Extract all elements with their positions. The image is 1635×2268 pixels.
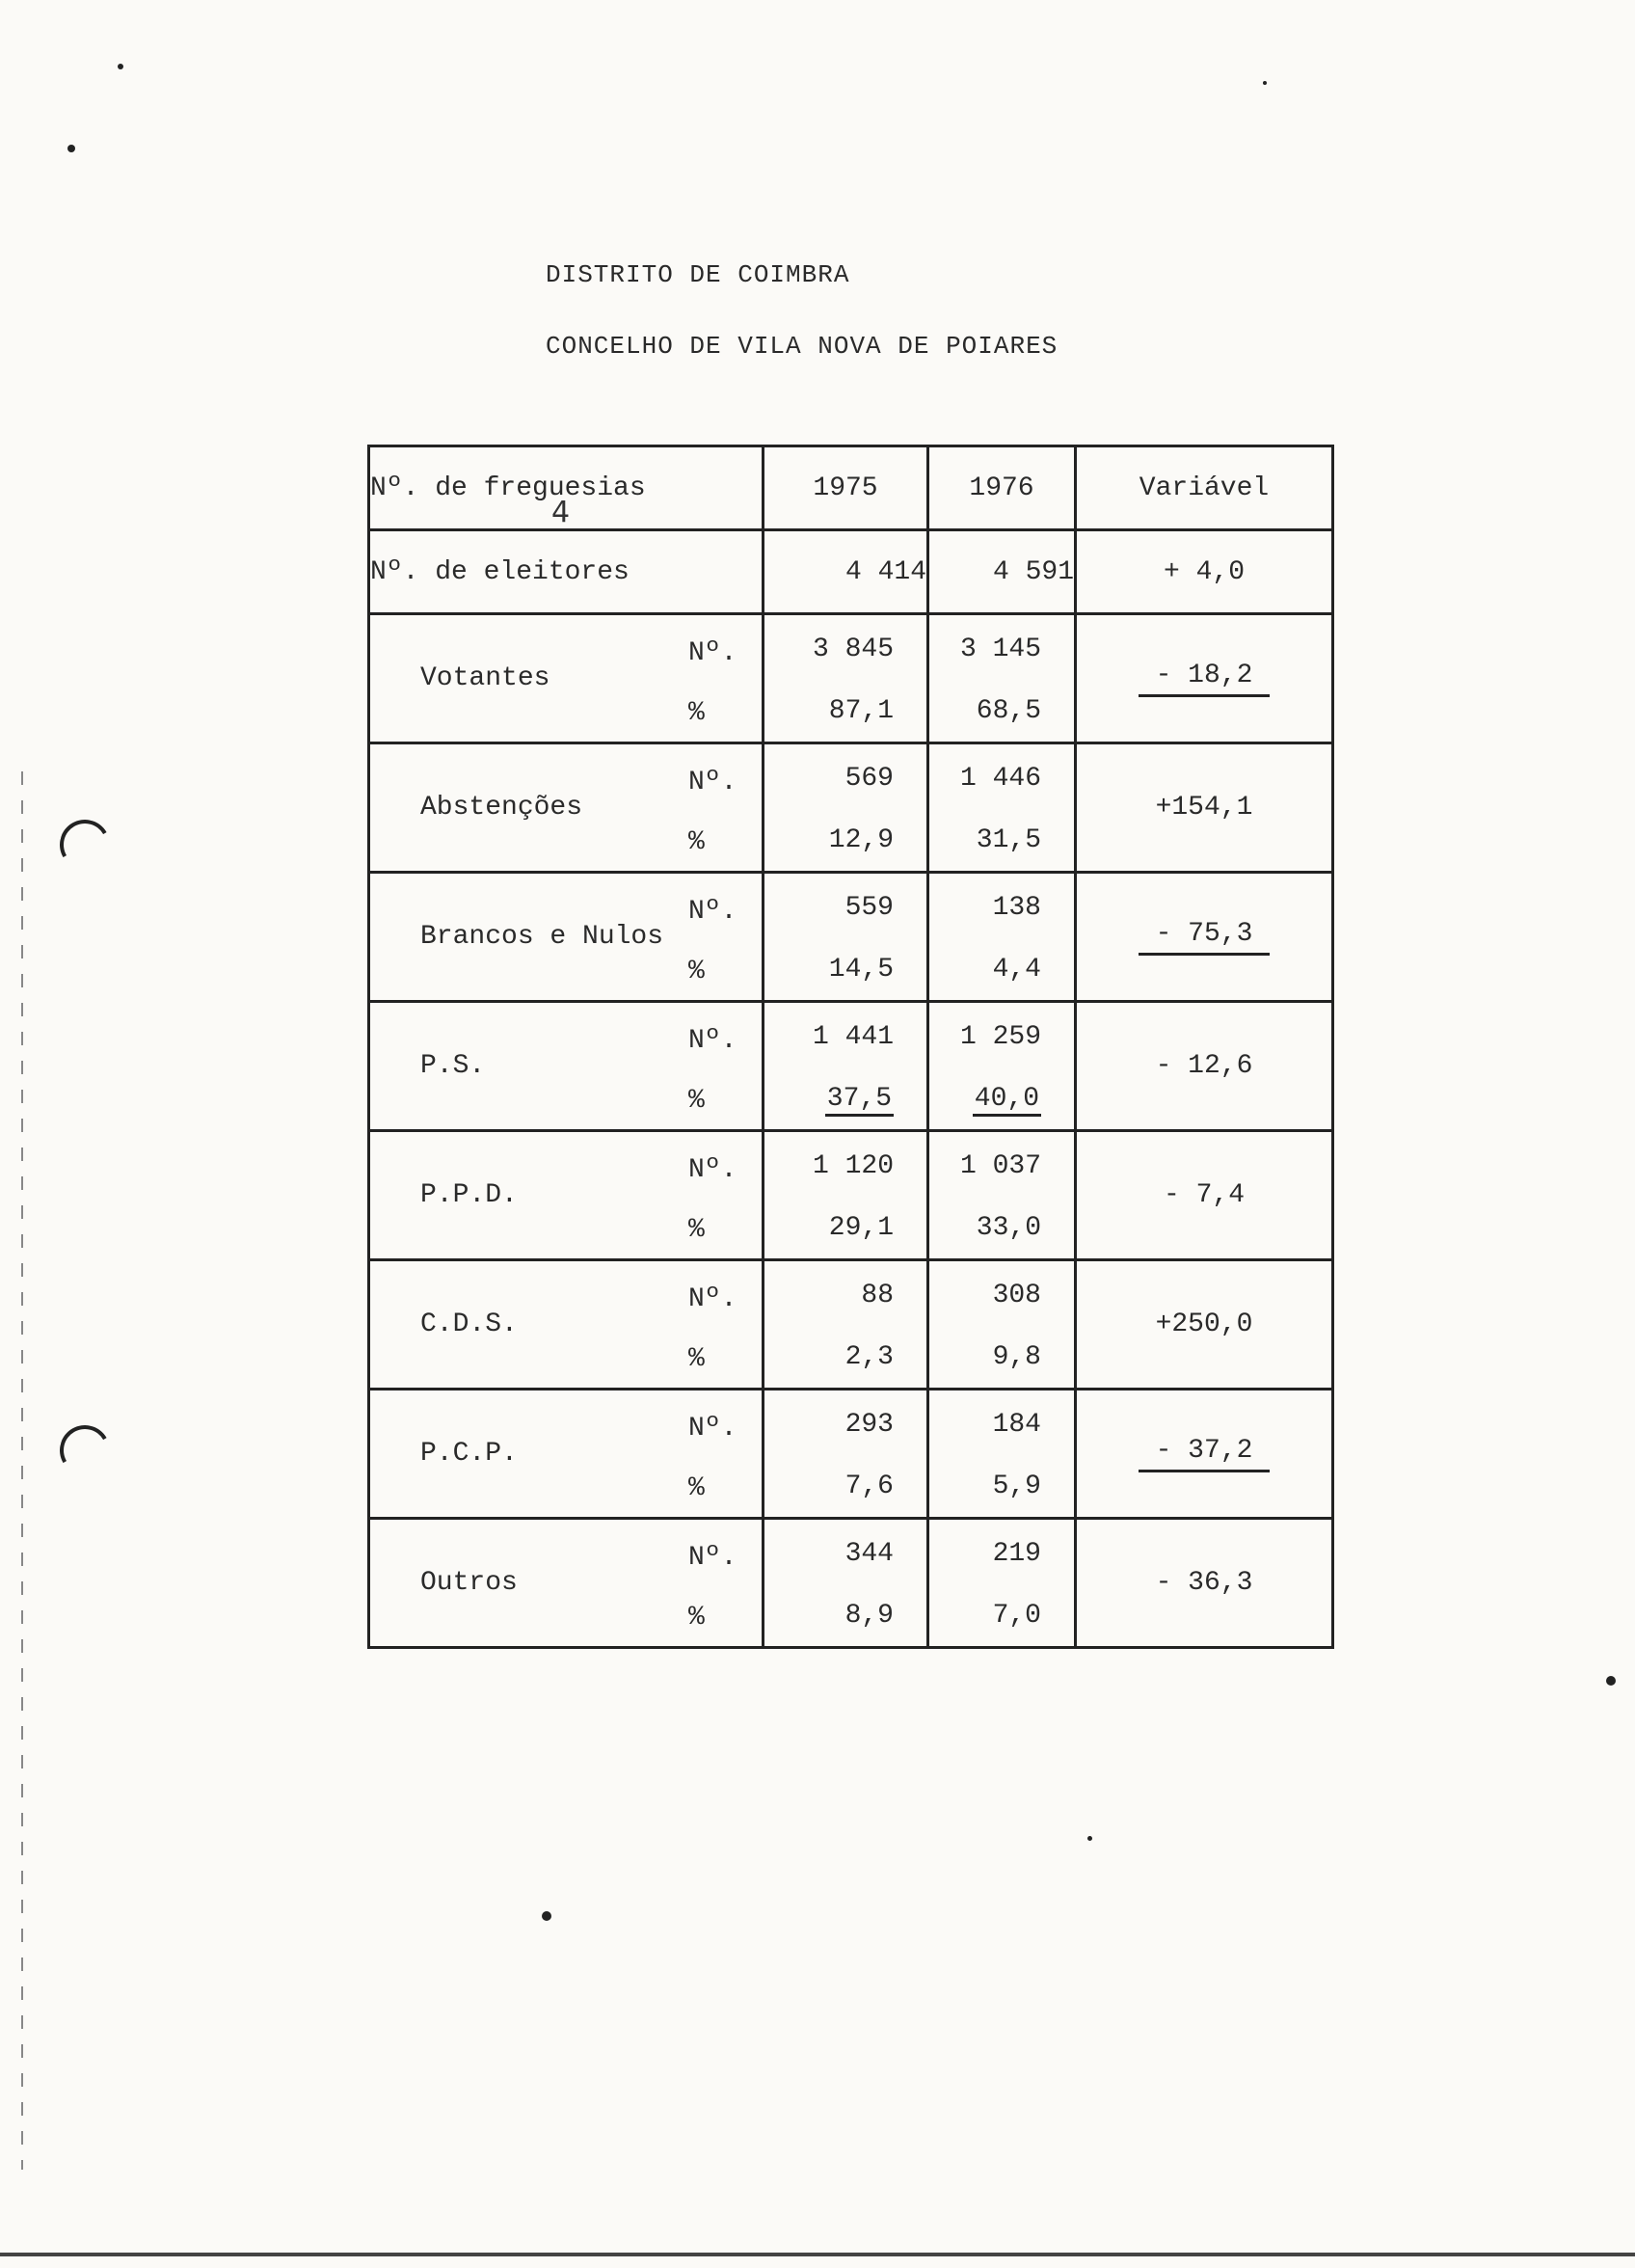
values-1976-cell xyxy=(928,743,1076,873)
percent-sublabel: % xyxy=(688,698,705,728)
row-label-outros: Outros xyxy=(420,1568,518,1598)
electors-1975: 4 414 xyxy=(764,530,928,614)
paper-speck xyxy=(67,145,75,152)
percent-1975: 7,6 xyxy=(844,1472,894,1501)
paper-speck xyxy=(1263,81,1267,85)
count-1976: 138 xyxy=(992,893,1041,923)
row-label-p-s: P.S. xyxy=(420,1051,486,1081)
count-1976: 219 xyxy=(992,1539,1041,1569)
count-1975: 1 441 xyxy=(812,1022,894,1052)
count-1976: 184 xyxy=(992,1410,1041,1440)
count-sublabel: Nº. xyxy=(688,1284,737,1314)
values-1975-cell xyxy=(764,614,928,743)
party-row xyxy=(369,1002,1333,1131)
values-1976-cell xyxy=(928,873,1076,1002)
party-row xyxy=(369,614,1333,743)
percent-sublabel: % xyxy=(688,1086,705,1116)
variation-value: - 75,3 xyxy=(1139,919,1271,956)
count-sublabel: Nº. xyxy=(688,1026,737,1056)
count-1976: 3 145 xyxy=(959,634,1041,664)
percent-sublabel: % xyxy=(688,1603,705,1633)
count-sublabel: Nº. xyxy=(688,897,737,927)
variation-value: +250,0 xyxy=(1155,1310,1253,1339)
variation-cell xyxy=(1076,1390,1333,1519)
row-label-cell xyxy=(369,1131,764,1260)
row-label-p-p-d: P.P.D. xyxy=(420,1180,518,1210)
row-label-cell xyxy=(369,1390,764,1519)
percent-sublabel: % xyxy=(688,1473,705,1503)
percent-1976: 5,9 xyxy=(992,1472,1041,1501)
count-1976: 1 446 xyxy=(959,764,1041,794)
row-label-p-c-p: P.C.P. xyxy=(420,1439,518,1469)
percent-sublabel: % xyxy=(688,1344,705,1374)
row-label-cell xyxy=(369,1519,764,1648)
party-row xyxy=(369,743,1333,873)
electors-variation: + 4,0 xyxy=(1076,530,1333,614)
year-1975-header: 1975 xyxy=(764,446,928,530)
paper-speck xyxy=(1087,1836,1092,1841)
party-row xyxy=(369,873,1333,1002)
values-1975-cell xyxy=(764,1519,928,1648)
values-1976-cell xyxy=(928,1390,1076,1519)
left-margin-mark xyxy=(21,771,23,2170)
bottom-rule xyxy=(0,2253,1635,2256)
party-row xyxy=(369,1519,1333,1648)
parishes-label: Nº. de freguesias xyxy=(370,472,646,503)
count-1975: 88 xyxy=(861,1281,894,1310)
percent-1975: 12,9 xyxy=(828,825,894,855)
electors-1976: 4 591 xyxy=(928,530,1076,614)
row-label-cell xyxy=(369,614,764,743)
percent-1975: 2,3 xyxy=(844,1342,894,1372)
values-1975-cell xyxy=(764,1002,928,1131)
count-sublabel: Nº. xyxy=(688,1155,737,1185)
variation-cell xyxy=(1076,743,1333,873)
row-label-cell xyxy=(369,1260,764,1390)
electors-row xyxy=(369,530,1333,614)
percent-1976: 33,0 xyxy=(976,1213,1041,1243)
variation-header: Variável xyxy=(1076,446,1333,530)
values-1976-cell xyxy=(928,1002,1076,1131)
percent-1976: 4,4 xyxy=(992,955,1041,985)
variation-value: - 37,2 xyxy=(1139,1436,1271,1472)
variation-cell xyxy=(1076,873,1333,1002)
row-label-c-d-s: C.D.S. xyxy=(420,1310,518,1339)
electors-label: Nº. de eleitores xyxy=(369,530,764,614)
party-row xyxy=(369,1260,1333,1390)
count-1975: 293 xyxy=(844,1410,894,1440)
row-label-brancos-e-nulos: Brancos e Nulos xyxy=(420,922,664,952)
variation-cell xyxy=(1076,1131,1333,1260)
count-1975: 569 xyxy=(844,764,894,794)
values-1975-cell xyxy=(764,873,928,1002)
parishes-count-handwritten: 4 xyxy=(551,496,571,529)
percent-1976: 7,0 xyxy=(992,1601,1041,1631)
values-1975-cell xyxy=(764,1260,928,1390)
count-1975: 1 120 xyxy=(812,1151,894,1181)
header-row xyxy=(369,446,1333,530)
year-1976-header: 1976 xyxy=(928,446,1076,530)
count-sublabel: Nº. xyxy=(688,768,737,797)
count-sublabel: Nº. xyxy=(688,1414,737,1444)
percent-1975: 37,5 xyxy=(825,1084,894,1117)
count-1976: 1 037 xyxy=(959,1151,1041,1181)
paper-speck xyxy=(118,64,123,69)
variation-value: +154,1 xyxy=(1155,793,1253,823)
count-1975: 559 xyxy=(844,893,894,923)
variation-cell xyxy=(1076,1002,1333,1131)
variation-value: - 36,3 xyxy=(1155,1568,1253,1598)
percent-sublabel: % xyxy=(688,1215,705,1245)
row-label-cell xyxy=(369,873,764,1002)
values-1976-cell xyxy=(928,1260,1076,1390)
values-1975-cell xyxy=(764,1390,928,1519)
punch-hole-mark xyxy=(54,814,116,876)
percent-1975: 87,1 xyxy=(828,696,894,726)
row-label-votantes: Votantes xyxy=(420,663,550,693)
paper-speck xyxy=(1606,1676,1616,1686)
party-row xyxy=(369,1131,1333,1260)
percent-1975: 8,9 xyxy=(844,1601,894,1631)
paper-speck xyxy=(542,1911,551,1921)
row-label-cell xyxy=(369,1002,764,1131)
district-title: DISTRITO DE COIMBRA xyxy=(546,260,850,289)
variation-value: - 18,2 xyxy=(1139,661,1271,697)
count-1976: 1 259 xyxy=(959,1022,1041,1052)
row-label-cell xyxy=(369,743,764,873)
percent-1976: 9,8 xyxy=(992,1342,1041,1372)
values-1975-cell xyxy=(764,743,928,873)
percent-1976: 68,5 xyxy=(976,696,1041,726)
percent-1975: 29,1 xyxy=(828,1213,894,1243)
count-sublabel: Nº. xyxy=(688,638,737,668)
punch-hole-mark xyxy=(54,1419,116,1481)
percent-sublabel: % xyxy=(688,957,705,986)
variation-cell xyxy=(1076,1519,1333,1648)
values-1976-cell xyxy=(928,1519,1076,1648)
values-1976-cell xyxy=(928,1131,1076,1260)
percent-1975: 14,5 xyxy=(828,955,894,985)
percent-1976: 40,0 xyxy=(973,1084,1041,1117)
percent-1976: 31,5 xyxy=(976,825,1041,855)
count-1975: 344 xyxy=(844,1539,894,1569)
values-1976-cell xyxy=(928,614,1076,743)
variation-cell xyxy=(1076,1260,1333,1390)
variation-cell xyxy=(1076,614,1333,743)
count-1976: 308 xyxy=(992,1281,1041,1310)
count-sublabel: Nº. xyxy=(688,1543,737,1573)
variation-value: - 7,4 xyxy=(1163,1180,1245,1210)
municipality-title: CONCELHO DE VILA NOVA DE POIARES xyxy=(546,332,1059,361)
parishes-cell xyxy=(369,446,764,530)
count-1975: 3 845 xyxy=(812,634,894,664)
party-row xyxy=(369,1390,1333,1519)
election-results-table xyxy=(367,445,1334,1649)
values-1975-cell xyxy=(764,1131,928,1260)
row-label-absten-es: Abstenções xyxy=(420,793,583,823)
variation-value: - 12,6 xyxy=(1155,1051,1253,1081)
percent-sublabel: % xyxy=(688,827,705,857)
